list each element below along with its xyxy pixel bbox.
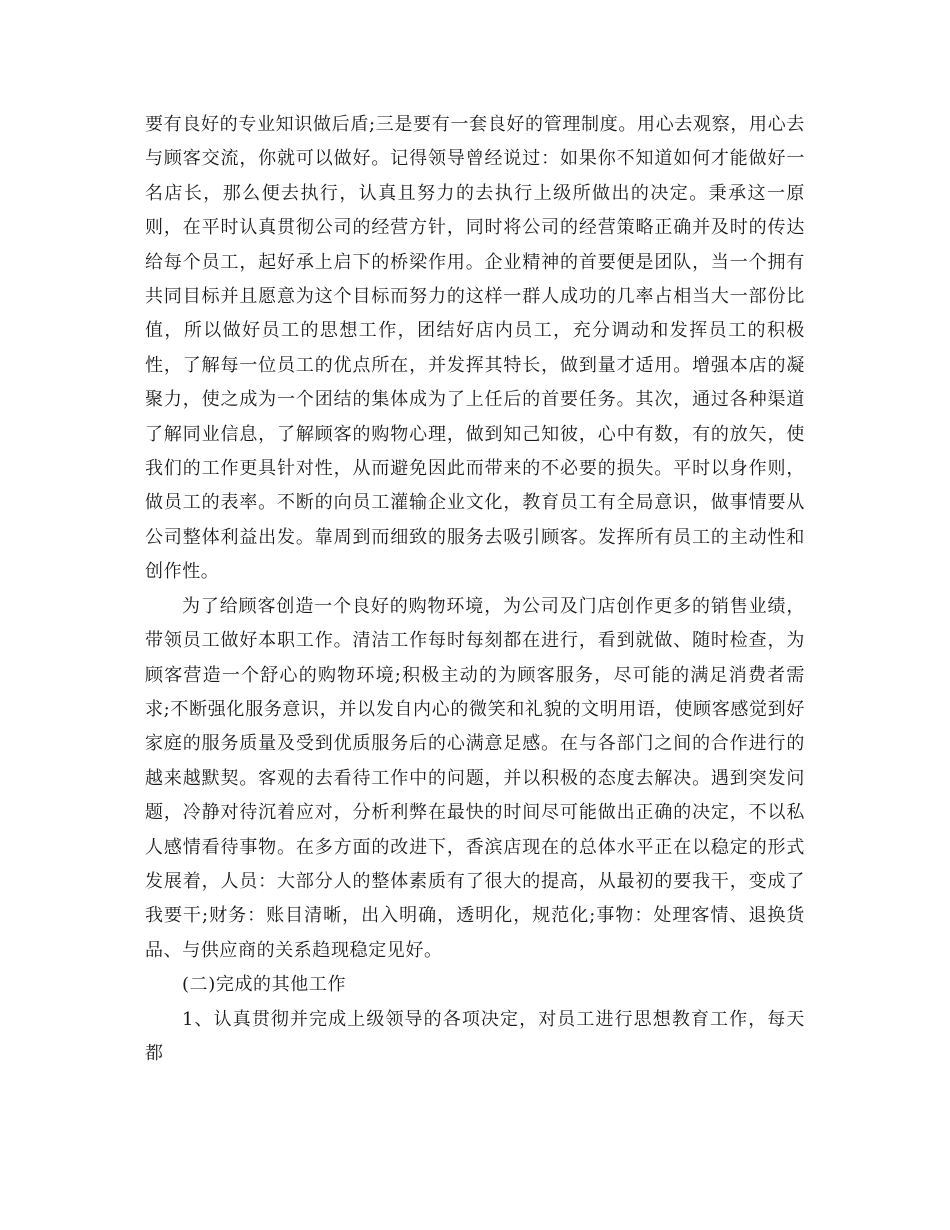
document-body (145, 108, 805, 1071)
paragraph-shopping-environment: 为了给顾客创造一个良好的购物环境，为公司及门店创作更多的销售业绩，带领员工做好本职工作。清洁工作每时每刻都在进行，看到就做、随时检查，为顾客营造一个舒心的购物环境;积极主动的为顾客服务，尽可能的满足消费者需求;不断强化服务意识，并以发自内心的微笑和礼貌的文明用语，使顾客感觉到好家庭的服务质量及受到优质服务后的心满意足感。在与各部门之间的合作进行的越来越默契。客观的去看待工作中的问题，并以积极的态度去解决。遇到突发问题，冷静对待沉着应对，分析利弊在最快的时间尽可能做出正确的决定，不以私人感情看待事物。在多方面的改进下，香滨店现在的总体水平正在以稳定的形式发展着，人员：大部分人的整体素质有了很大的提高，从最初的要我干，变成了我要干;财务：账目清晰，出入明确，透明化，规范化;事物：处理客情、退换货品、与供应商的关系趋现稳定见好。 (145, 595, 805, 961)
section-heading-other-work: (二)完成的其他工作 (182, 974, 347, 996)
list-item-1: 1、认真贯彻并完成上级领导的各项决定，对员工进行思想教育工作，每天都 (145, 1008, 805, 1064)
paragraph-continuation: 要有良好的专业知识做后盾;三是要有一套良好的管理制度。用心去观察，用心去与顾客交流，你就可以做好。记得领导曾经说过：如果你不知道如何才能做好一名店长，那么便去执行，认真且努力的去执行上级所做出的决定。秉承这一原则，在平时认真贯彻公司的经营方针，同时将公司的经营策略正确并及时的传达给每个员工，起好承上启下的桥梁作用。企业精神的首要便是团队，当一个拥有共同目标并且愿意为这个目标而努力的这样一群人成功的几率占相当大一部份比值，所以做好员工的思想工作，团结好店内员工，充分调动和发挥员工的积极性，了解每一位员工的优点所在，并发挥其特长，做到量才适用。增强本店的凝聚力，使之成为一个团结的集体成为了上任后的首要任务。其次，通过各种渠道了解同业信息，了解顾客的购物心理，做到知己知彼，心中有数，有的放矢，使我们的工作更具针对性，从而避免因此而带来的不必要的损失。平时以身作则，做员工的表率。不断的向员工灌输企业文化，教育员工有全局意识，做事情要从公司整体利益出发。靠周到而细致的服务去吸引顾客。发挥所有员工的主动性和创作性。 (145, 114, 805, 583)
